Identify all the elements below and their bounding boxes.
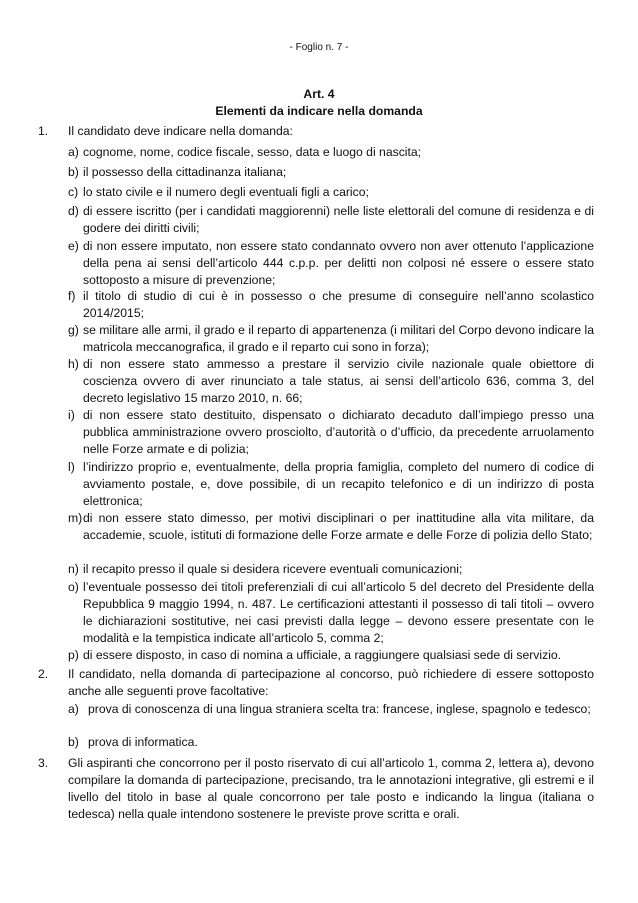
item-label: c) xyxy=(68,185,79,199)
item-text: di non essere stato dimesso, per motivi disciplinari o per inattitudine alla vita militare, da accademie, scuole, istituti di formazione delle Forze armate e delle Forze di polizia dello Stato; xyxy=(83,511,594,542)
item-text: il titolo di studio di cui è in possesso o che presume di conseguire nell’anno scolastico 2014/2015; xyxy=(83,289,594,320)
list-item xyxy=(68,734,594,751)
article-title: Elementi da indicare nella domanda xyxy=(215,104,423,118)
list-item xyxy=(68,356,594,407)
item-label: a) xyxy=(68,145,79,159)
list-item xyxy=(68,407,594,458)
item-text: l’eventuale possesso dei titoli preferenziali di cui all’articolo 5 del decreto del Presidente della Repubblica 9 maggio 1994, n. 487. Le certificazioni attestanti il possesso di tali titoli – ovvero le dichiarazioni sostitutive, nei casi previsti dalla legge – devono essere presentate con le modalità e la tempistica indicate all’articolo 5, comma 2; xyxy=(83,580,594,645)
item-label: o) xyxy=(68,580,79,594)
item-label: n) xyxy=(68,562,79,576)
item-text: prova di conoscenza di una lingua straniera scelta tra: francese, inglese, spagnolo e tedesco; xyxy=(88,702,591,716)
paragraph-number: 1. xyxy=(38,124,49,138)
item-label: l) xyxy=(68,460,75,474)
item-label: a) xyxy=(68,702,79,716)
paragraph-1 xyxy=(38,124,594,141)
item-label: m) xyxy=(68,511,83,525)
item-text: di essere iscritto (per i candidati maggiorenni) nelle liste elettorali del comune di residenza e di godere dei diritti civili; xyxy=(83,204,594,235)
paragraph-number: 2. xyxy=(38,667,49,681)
item-label: p) xyxy=(68,648,79,662)
item-text: se militare alle armi, il grado e il reparto di appartenenza (i militari del Corpo devono indicare la matricola meccanografica, il grado e il reparto cui sono in forza); xyxy=(83,323,594,354)
list-item xyxy=(68,561,594,578)
item-label: h) xyxy=(68,357,79,371)
list-item xyxy=(68,184,594,201)
list-item xyxy=(68,164,594,181)
item-text: lo stato civile e il numero degli eventuali figli a carico; xyxy=(83,185,369,199)
paragraph-number: 3. xyxy=(38,756,49,770)
item-text: prova di informatica. xyxy=(88,735,198,749)
item-label: e) xyxy=(68,239,79,253)
item-label: b) xyxy=(68,735,79,749)
paragraph-intro: Il candidato deve indicare nella domanda: xyxy=(68,124,293,138)
item-text: di essere disposto, in caso di nomina a ufficiale, a raggiungere qualsiasi sede di servizio. xyxy=(83,648,562,662)
list-item xyxy=(68,144,594,161)
list-item xyxy=(68,288,594,322)
item-label: d) xyxy=(68,204,79,218)
item-text: cognome, nome, codice fiscale, sesso, data e luogo di nascita; xyxy=(83,145,422,159)
item-label: i) xyxy=(68,408,75,422)
list-item xyxy=(68,647,594,664)
item-label: g) xyxy=(68,323,79,337)
item-text: l’indirizzo proprio e, eventualmente, della propria famiglia, completo del numero di codice di avviamento postale, e, dove possibile, di un recapito telefonico e di un indirizzo di posta elettronica; xyxy=(83,460,594,508)
item-label: b) xyxy=(68,165,79,179)
item-text: di non essere stato ammesso a prestare il servizio civile nazionale quale obiettore di coscienza ovvero di aver rinunciato a tale status, ai sensi dell’articolo 636, comma 3, del decreto legislativo 15 marzo 2010, n. 66; xyxy=(83,357,594,405)
article-number: Art. 4 xyxy=(303,87,335,101)
list-item xyxy=(68,238,594,289)
page-header: - Foglio n. 7 - xyxy=(289,42,349,53)
item-text: il recapito presso il quale si desidera ricevere eventuali comunicazioni; xyxy=(83,562,463,576)
list-item xyxy=(68,459,594,510)
list-item xyxy=(68,701,594,718)
item-text: di non essere imputato, non essere stato condannato ovvero non aver ottenuto l’applicazione della pena ai sensi dell’articolo 444 c.p.p. per delitti non colposi né essere o essere stato sottoposto a misure di prevenzione; xyxy=(83,239,594,287)
item-text: il possesso della cittadinanza italiana; xyxy=(83,165,287,179)
list-item xyxy=(68,510,594,544)
list-item xyxy=(68,579,594,647)
paragraph-text: Gli aspiranti che concorrono per il posto riservato di cui all’articolo 1, comma 2, lettera a), devono compilare la domanda di partecipazione, precisando, tra le annotazioni integrative, gli estremi e il livello del titolo in base al quale concorrono per tale posto e indicando la lingua (italiana o tedesca) nella quale intendono sostenere le previste prove scritta e orali. xyxy=(68,756,594,821)
list-item xyxy=(68,203,594,237)
list-item xyxy=(68,322,594,356)
item-text: di non essere stato destituito, dispensato o dichiarato decaduto dall’impiego presso una pubblica amministrazione ovvero prosciolto, d’autorità o d’ufficio, da precedente arruolamento nelle Forze armate e di polizia; xyxy=(83,408,594,456)
item-label: f) xyxy=(68,289,76,303)
paragraph-intro: Il candidato, nella domanda di partecipazione al concorso, può richiedere di essere sottoposto anche alle seguenti prove facoltative: xyxy=(68,667,594,698)
